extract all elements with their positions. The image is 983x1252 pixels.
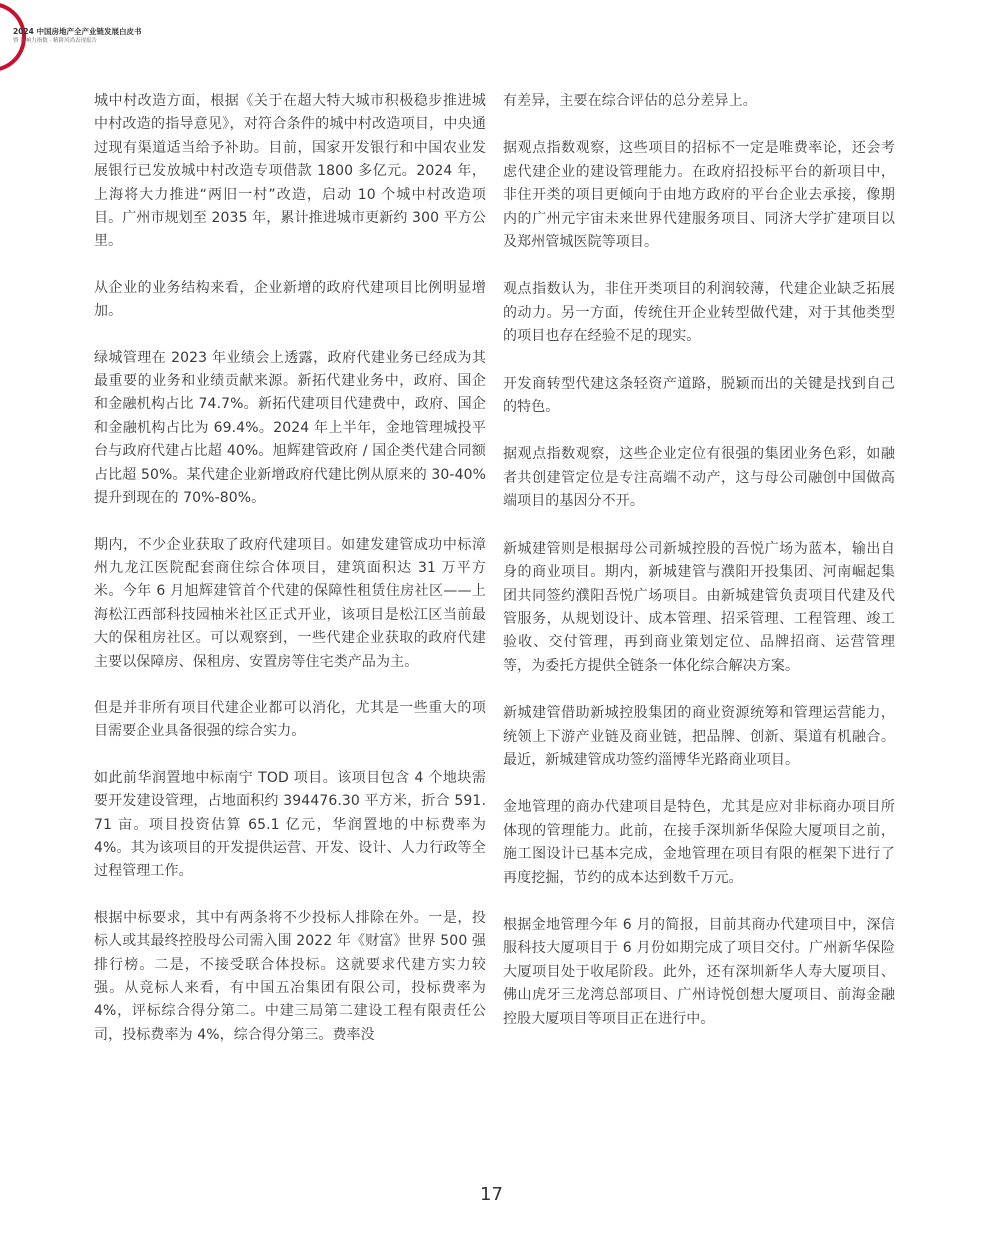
paragraph: 据观点指数观察，这些企业定位有很强的集团业务色彩，如融者共创建管定位是专注高端不动产，这与母公司融创中国做高端项目的基因分不开。 [503,446,895,510]
paragraph: 新城建管则是根据母公司新城控股的吾悦广场为蓝本，输出自身的商业项目。期内，新城建管与濮阳开投集团、河南崛起集团共同签约濮阳吾悦广场项目。由新城建管负责项目代建及代管服务，从规划设计、成本管理、招采管理、工程管理、竣工验收、交付管理，再到商业策划定位、品牌招商、运营管理等，为委托方提供全链条一体化综合解决方案。 [503,540,895,674]
report-subtitle: 暨 影响力指数 · 精耕风尚表现报告 [13,38,97,44]
paragraph: 但是并非所有项目代建企业都可以消化，尤其是一些重大的项目需要企业具备很强的综合实力。 [94,699,486,740]
paragraph: 根据中标要求，其中有两条将不少投标人排除在外。一是，投标人或其最终控股母公司需入围 2022 年《财富》世界 500 强排行榜。二是，不接受联合体投标。这就要求代建方实力较强。从竞标人来看，有中国五冶集团有限公司，投标费率为 4%，评标综合得分第二。中建三局第二建设工程有限责任公司，投标费率为 4%，综合得分第三。费率没 [94,909,486,1043]
left-column [94,90,486,1070]
paragraph: 观点指数认为，非住开类项目的利润较薄，代建企业缺乏拓展的动力。另一方面，传统住开企业转型做代建，对于其他类型的项目也存在经验不足的现实。 [503,281,895,345]
paragraph: 从企业的业务结构来看，企业新增的政府代建项目比例明显增加。 [94,279,486,320]
paragraph: 开发商转型代建这条轻资产道路，脱颖而出的关键是找到自己的特色。 [503,375,895,416]
paragraph: 新城建管借助新城控股集团的商业资源统筹和管理运营能力，统领上下游产业链及商业链，把品牌、创新、渠道有机融合。最近，新城建管成功签约淄博华光路商业项目。 [503,705,895,768]
right-column [503,90,895,1055]
page-number: 17 [480,1184,503,1205]
paragraph: 据观点指数观察，这些项目的招标不一定是唯费率论，还会考虑代建企业的建设管理能力。在政府招投标平台的新项目中，非住开类的项目更倾向于由地方政府的平台企业去承接，像期内的广州元宇宙未来世界代建服务项目、同济大学扩建项目以及郑州管城医院等项目。 [503,140,895,251]
paragraph: 期内，不少企业获取了政府代建项目。如建发建管成功中标漳州九龙江医院配套商住综合体项目，建筑面积达 31 万平方米。今年 6 月旭辉建管首个代建的保障性租赁住房社区——上海松江西部科技园柚米社区正式开业，该项目是松江区当前最大的保租房社区。可以观察到，一些代建企业获取的政府代建主要以保障房、保租房、安置房等住宅类产品为主。 [94,536,486,670]
paragraph: 有差异，主要在综合评估的总分差异上。 [503,93,757,109]
paragraph: 绿城管理在 2023 年业绩会上透露，政府代建业务已经成为其最重要的业务和业绩贡献来源。新拓代建业务中，政府、国企和金融机构占比 74.7%。新拓代建项目代建费中，政府、国企和金融机构占比为 69.4%。2024 年上半年，金地管理城投平台与政府代建占比超 40%。旭辉建管政府 / 国企类代建合同额占比超 50%。某代建企业新增政府代建比例从原来的 30-40% 提升到现在的 70%-80%。 [94,349,486,507]
paragraph: 根据金地管理今年 6 月的简报，目前其商办代建项目中，深信服科技大厦项目于 6 月份如期完成了项目交付。广州新华保险大厦项目处于收尾阶段。此外，还有深圳新华人寿大厦项目、佛山虎牙三龙湾总部项目、广州诗悦创想大厦项目、前海金融控股大厦项目等项目正在进行中。 [503,916,895,1027]
paragraph: 如此前华润置地中标南宁 TOD 项目。该项目包含 4 个地块需要开发建设管理，占地面积约 394476.30 平方米，折合 591.71 亩。项目投资估算 65.1 亿元，华润置地的中标费率为 4%。其为该项目的开发提供运营、开发、设计、人力行政等全过程管理工作。 [94,769,486,880]
report-title: 2024 中国房地产全产业链发展白皮书 [13,27,142,36]
paragraph: 金地管理的商办代建项目是特色，尤其是应对非标商办项目所体现的管理能力。此前，在接手深圳新华保险大厦项目之前，施工图设计已基本完成，金地管理在项目有限的框架下进行了再度挖掘，节约的成本达到数千万元。 [503,799,895,886]
report-header [13,27,141,45]
paragraph: 城中村改造方面，根据《关于在超大特大城市积极稳步推进城中村改造的指导意见》，对符合条件的城中村改造项目，中央通过现有渠道适当给予补助。目前，国家开发银行和中国农业发展银行已发放城中村改造专项借款 1800 多亿元。2024 年，上海将大力推进“两旧一村”改造，启动 10 个城中村改造项目。广州市规划至 2035 年，累计推进城市更新约 300 平方公里。 [94,93,486,250]
